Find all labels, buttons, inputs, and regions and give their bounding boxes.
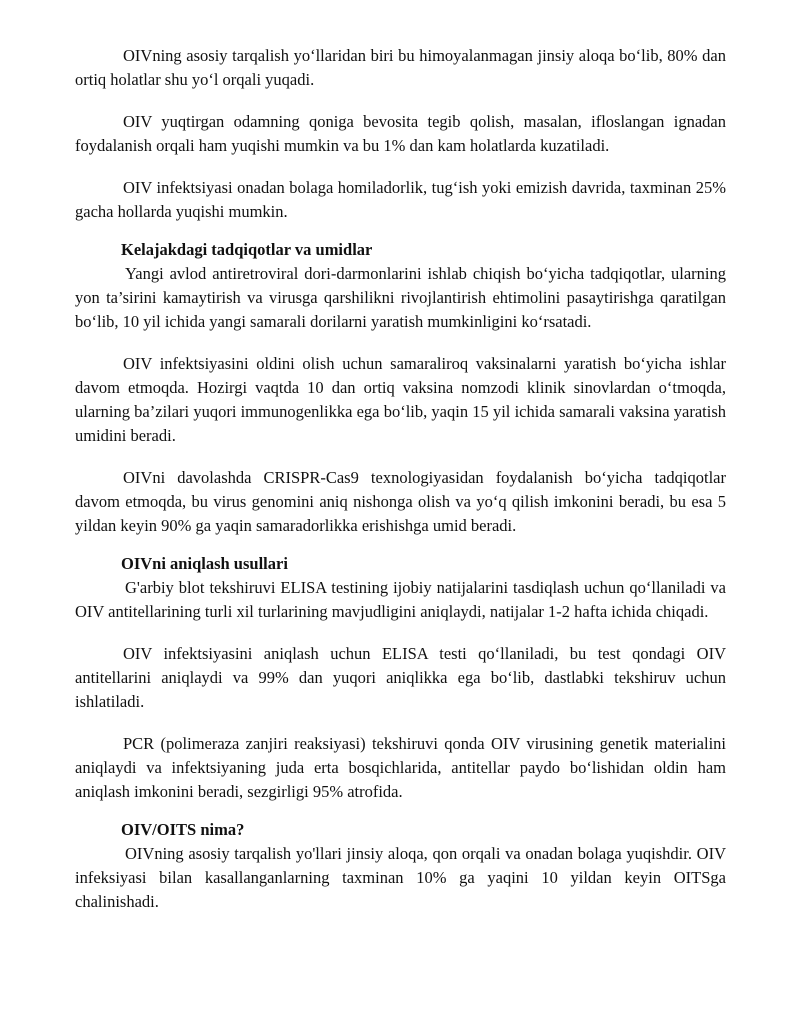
document-page xyxy=(75,44,726,914)
heading-what-is-hiv-aids: OIV/OITS nima? xyxy=(121,820,245,839)
paragraph-crispr-research: OIVni davolashda CRISPR-Cas9 texnologiyasidan foydalanish bo‘yicha tadqiqotlar davom etmoqda, bu virus genomini aniq nishonga olish va yo‘q qilish imkonini beradi, bu esa 5 yildan keyin 90% ga yaqin samaradorlikka erishishga umid beradi. xyxy=(75,468,726,535)
paragraph-transmission-sexual: OIVning asosiy tarqalish yo‘llaridan biri bu himoyalanmagan jinsiy aloqa bo‘lib, 80% dan ortiq holatlar shu yo‘l orqali yuqadi. xyxy=(75,46,726,89)
heading-detection-methods: OIVni aniqlash usullari xyxy=(121,554,288,573)
heading-future-research: Kelajakdagi tadqiqotlar va umidlar xyxy=(121,240,373,259)
paragraph-transmission-mother-child: OIV infektsiyasi onadan bolaga homiladorlik, tug‘ish yoki emizish davrida, taxminan 25% gacha hollarda yuqishi mumkin. xyxy=(75,178,726,221)
paragraph-vaccine-research: OIV infektsiyasini oldini olish uchun samaraliroq vaksinalarni yaratish bo‘yicha ishlar davom etmoqda. Hozirgi vaqtda 10 dan ortiq vaksina nomzodi klinik sinovlardan o‘tmoqda, ularning ba’zilari yuqori immunogenlikka ega bo‘lib, yaqin 15 yil ichida samarali vaksina yaratish umidini beradi. xyxy=(75,354,726,445)
paragraph-western-blot: G'arbiy blot tekshiruvi ELISA testining ijobiy natijalarini tasdiqlash uchun qo‘llaniladi va OIV antitellarining turli xil turlarining mavjudligini aniqlaydi, natijalar 1-2 hafta ichida chiqadi. xyxy=(75,578,726,621)
paragraph-pcr: PCR (polimeraza zanjiri reaksiyasi) tekshiruvi qonda OIV virusining genetik materialini aniqlaydi va infektsiyaning juda erta bosqichlarida, antitellar paydo bo‘lishidan oldin ham aniqlash imkonini beradi, sezgirligi 95% atrofida. xyxy=(75,734,726,801)
paragraph-antiretroviral-research: Yangi avlod antiretroviral dori-darmonlarini ishlab chiqish bo‘yicha tadqiqotlar, ularning yon ta’sirini kamaytirish va virusga qarshilikni rivojlantirish ehtimolini pasaytirishga qaratilgan bo‘lib, 10 yil ichida yangi samarali dorilarni yaratish mumkinligini ko‘rsatadi. xyxy=(75,264,726,331)
paragraph-elisa: OIV infektsiyasini aniqlash uchun ELISA testi qo‘llaniladi, bu test qondagi OIV antitellarini aniqlaydi va 99% dan yuqori aniqlikka ega bo‘lib, dastlabki tekshiruv uchun ishlatiladi. xyxy=(75,644,726,711)
paragraph-hiv-aids-overview: OIVning asosiy tarqalish yo'llari jinsiy aloqa, qon orqali va onadan bolaga yuqishdir. OIV infeksiyasi bilan kasallanganlarning taxminan 10% ga yaqini 10 yildan keyin OITSga chalinishadi. xyxy=(75,844,726,911)
paragraph-transmission-blood: OIV yuqtirgan odamning qoniga bevosita tegib qolish, masalan, ifloslangan ignadan foydalanish orqali ham yuqishi mumkin va bu 1% dan kam holatlarda kuzatiladi. xyxy=(75,112,726,155)
